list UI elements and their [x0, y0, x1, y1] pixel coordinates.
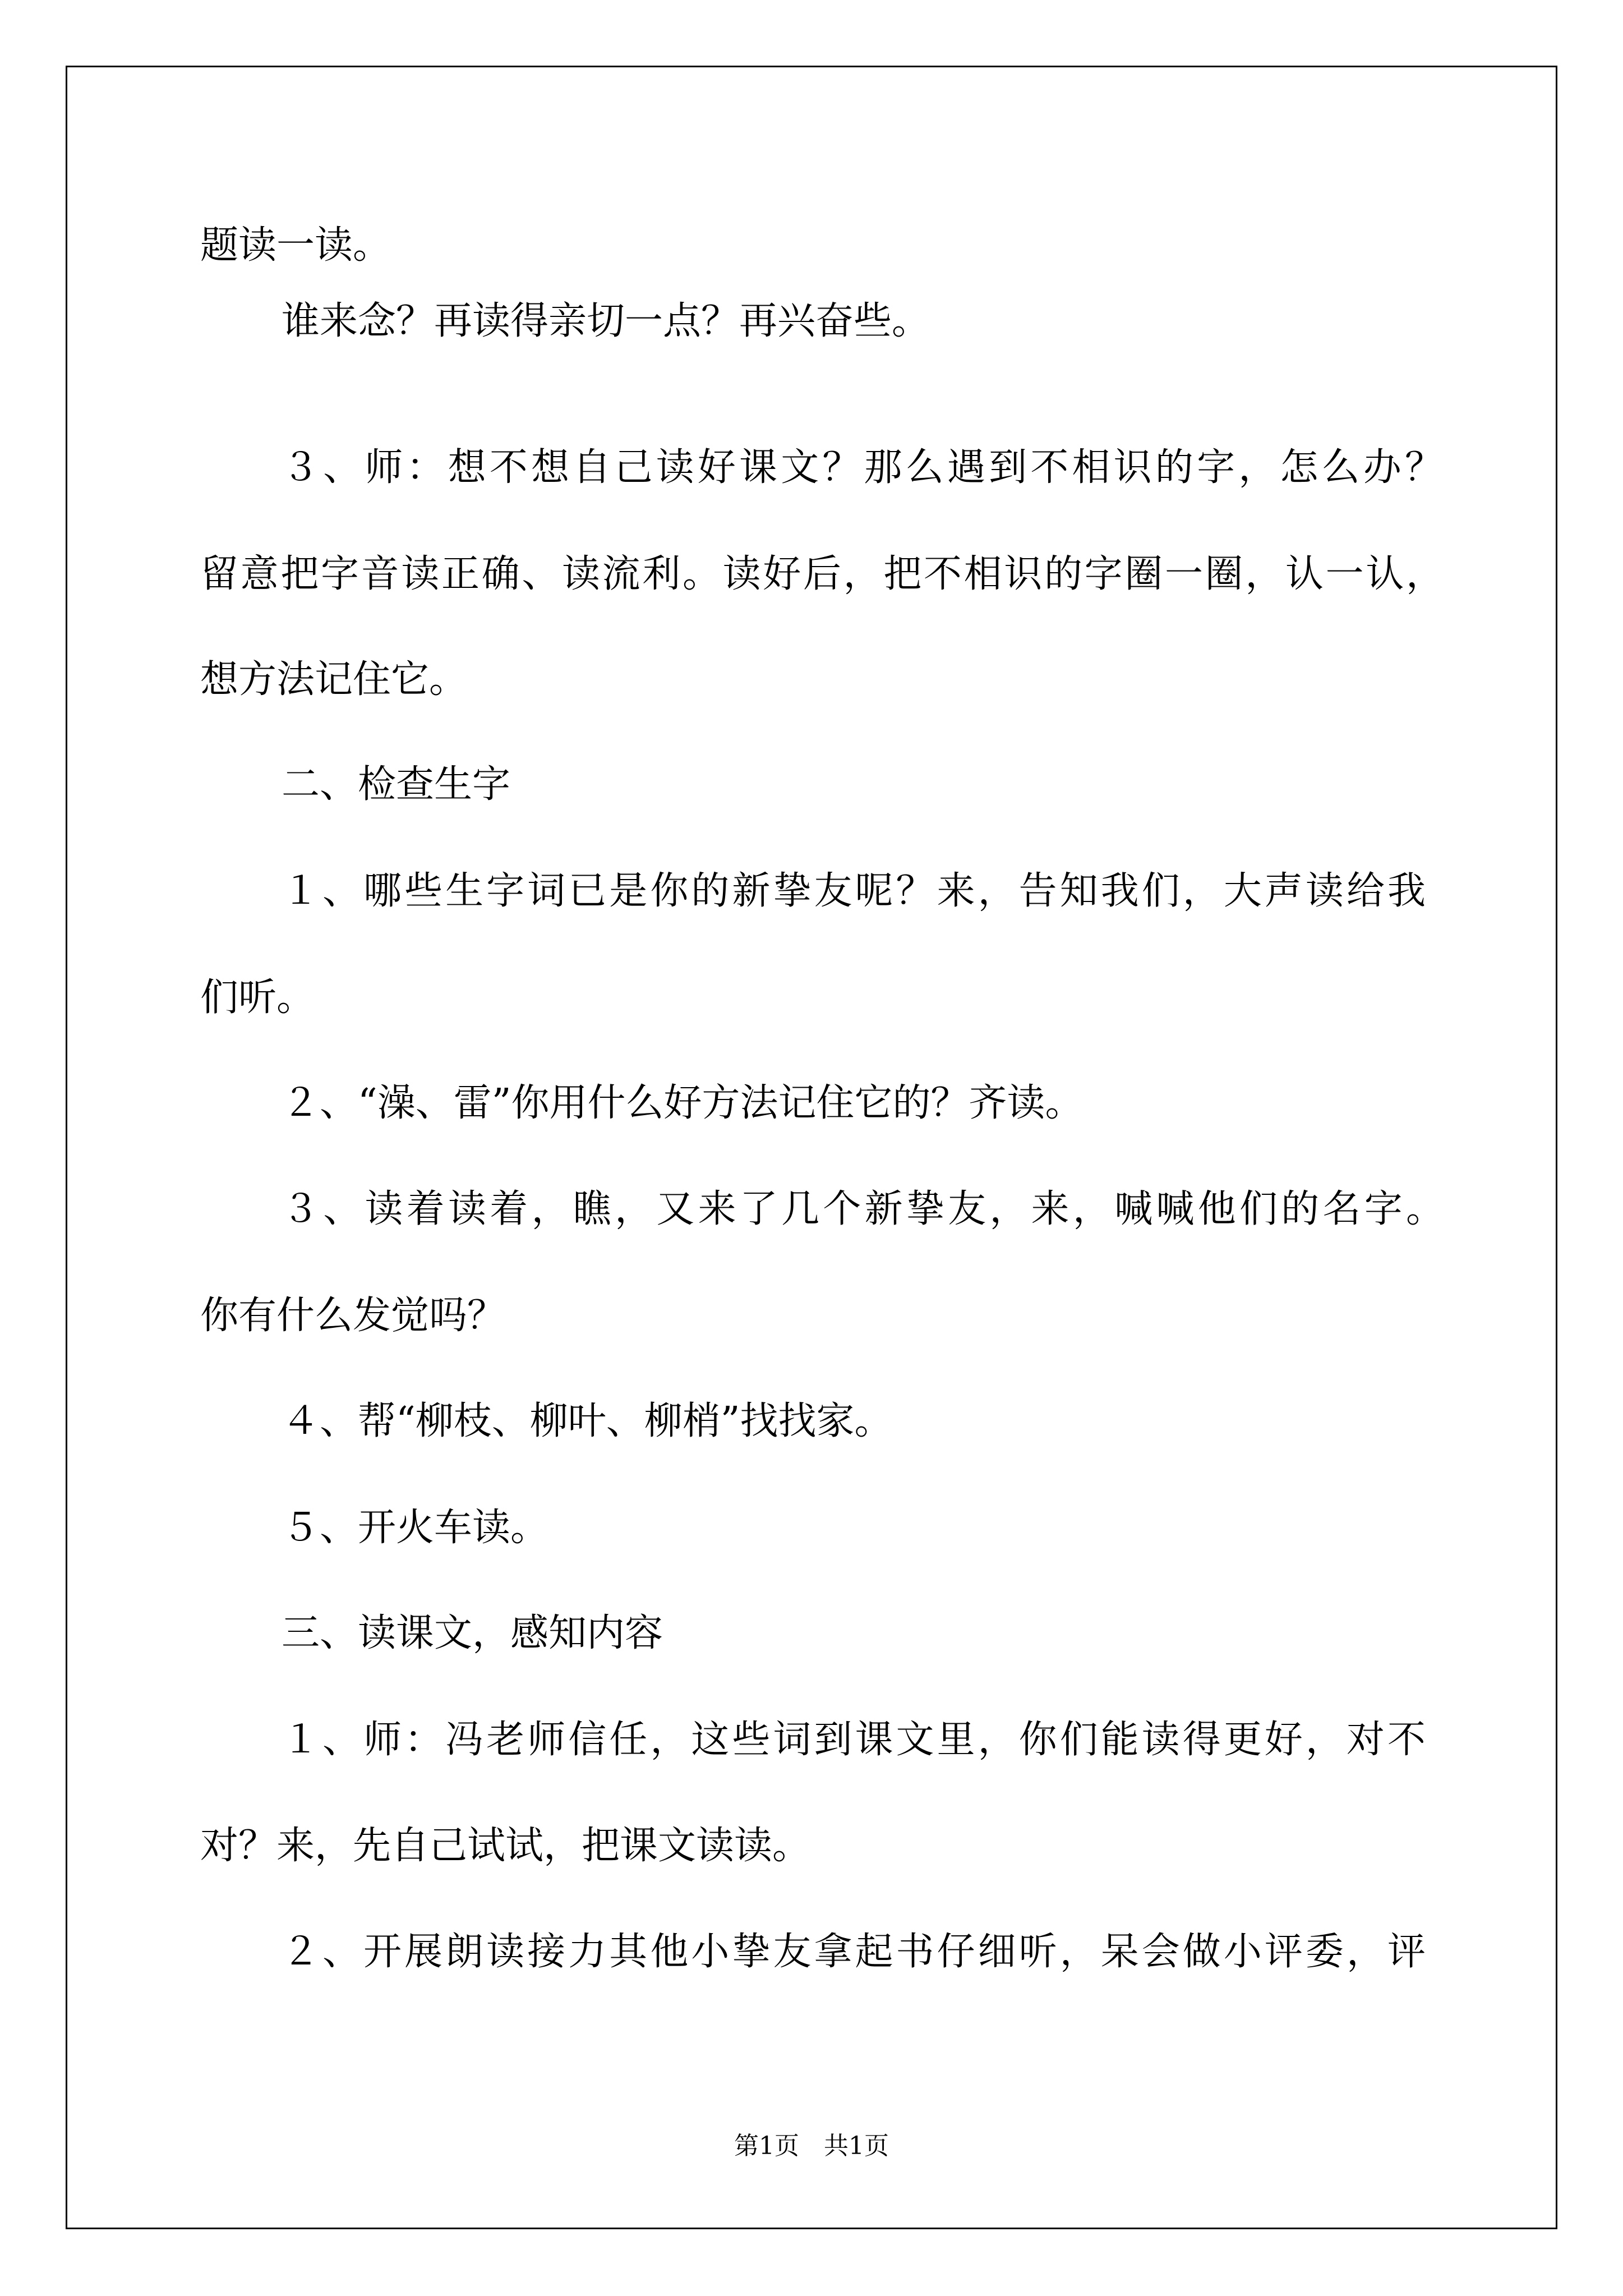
- body-line-5: 想方法记住它。: [200, 657, 468, 702]
- section-heading-2: 二、检查生字: [282, 762, 511, 807]
- body-line-11: 你有什么发觉吗？: [200, 1294, 506, 1338]
- body-line-13: ５、开火车读。: [282, 1506, 549, 1550]
- body-line-2: 谁来念？再读得亲切一点？再兴奋些。: [282, 299, 930, 343]
- page-border: [66, 66, 1557, 2229]
- body-line-15: １、师：冯老师信任，这些词到课文里，你们能读得更好，对不: [282, 1718, 1426, 1762]
- body-line-16: 对？来，先自己试试，把课文读读。: [200, 1824, 811, 1868]
- body-line-4: 留意把字音读正确、读流利。读好后，把不相识的字圈一圈，认一认，: [200, 552, 1444, 596]
- body-line-8: 们听。: [200, 976, 315, 1020]
- body-line-7: １、哪些生字词已是你的新挚友呢？来，告知我们，大声读给我: [282, 869, 1426, 913]
- body-line-17: ２、开展朗读接力其他小挚友拿起书仔细听，呆会做小评委，评: [282, 1930, 1426, 1974]
- body-line-12: ４、帮“柳枝、柳叶、柳梢”找找家。: [282, 1399, 893, 1443]
- page-number-footer: 第1页 共1页: [734, 2132, 889, 2160]
- body-line-1: 题读一读。: [200, 223, 391, 268]
- section-heading-3: 三、读课文，感知内容: [282, 1611, 663, 1655]
- body-line-9: ２、“澡、雷”你用什么好方法记住它的？齐读。: [282, 1081, 1083, 1125]
- body-line-10: ３、读着读着，瞧，又来了几个新挚友，来，喊喊他们的名字。: [282, 1187, 1444, 1231]
- body-line-3: ３、师：想不想自己读好课文？那么遇到不相识的字，怎么办？: [282, 445, 1443, 490]
